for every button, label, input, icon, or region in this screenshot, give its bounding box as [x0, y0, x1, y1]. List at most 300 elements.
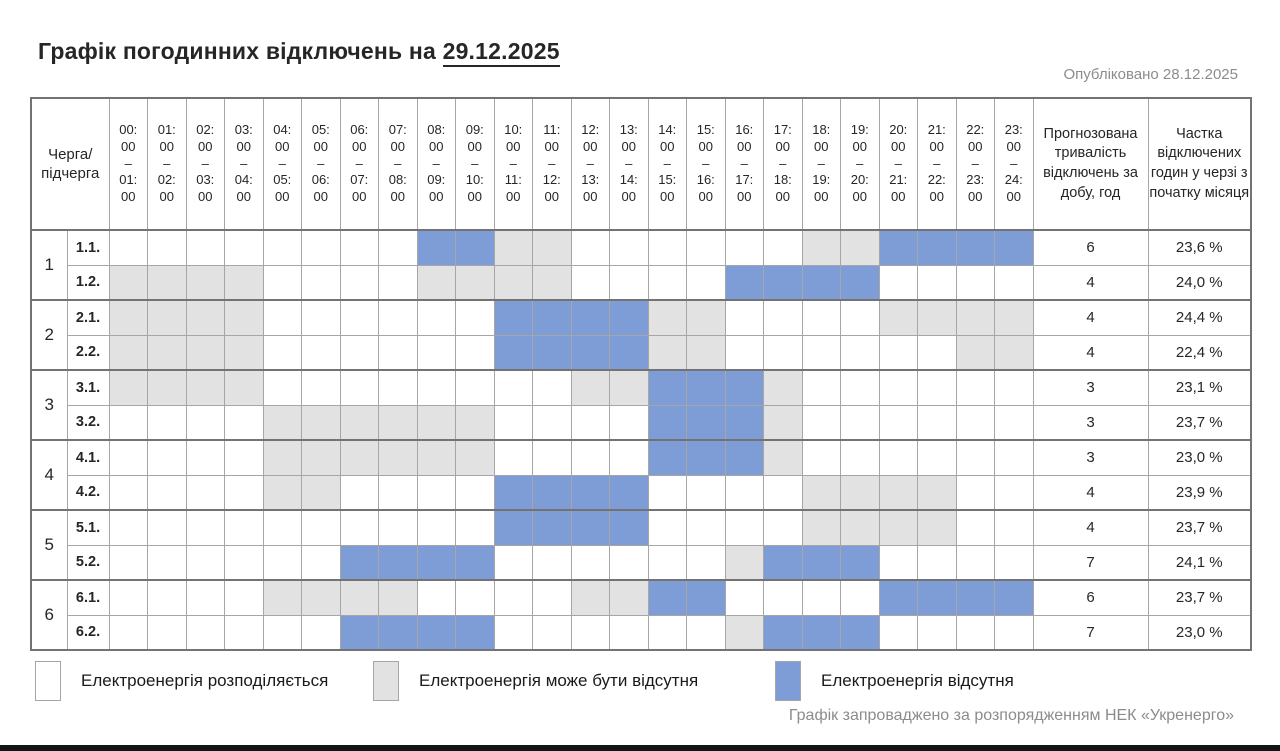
legend-item-distributed [35, 660, 328, 702]
hour-header-10:00: 10: 00 – 11: 00 [494, 98, 533, 230]
cell-1.2-h21 [918, 265, 957, 300]
cell-6.1-h00 [109, 580, 148, 615]
cell-3.1-h03 [225, 370, 264, 405]
schedule-row-6.1 [31, 580, 1251, 615]
schedule-row-5.2 [31, 545, 1251, 580]
cell-3.1-h02 [186, 370, 225, 405]
share-value-4.2: 23,9 % [1148, 475, 1251, 510]
cell-4.1-h19 [841, 440, 880, 475]
cell-3.2-h03 [225, 405, 264, 440]
cell-4.1-h18 [802, 440, 841, 475]
page-title [38, 38, 560, 65]
cell-6.2-h18 [802, 615, 841, 650]
cell-4.1-h14 [648, 440, 687, 475]
cell-4.2-h22 [956, 475, 995, 510]
cell-2.2-h05 [302, 335, 341, 370]
cell-2.2-h08 [417, 335, 456, 370]
hour-header-01:00: 01: 00 – 02: 00 [148, 98, 187, 230]
cell-6.2-h23 [995, 615, 1034, 650]
cell-3.1-h23 [995, 370, 1034, 405]
cell-5.1-h19 [841, 510, 880, 545]
cell-5.2-h12 [571, 545, 610, 580]
cell-6.1-h01 [148, 580, 187, 615]
cell-2.2-h04 [263, 335, 302, 370]
cell-1.2-h20 [879, 265, 918, 300]
duration-value-3.1: 3 [1033, 370, 1148, 405]
cell-1.1-h08 [417, 230, 456, 265]
cell-3.1-h20 [879, 370, 918, 405]
cell-5.1-h09 [456, 510, 495, 545]
cell-2.2-h01 [148, 335, 187, 370]
cell-3.2-h18 [802, 405, 841, 440]
cell-5.2-h09 [456, 545, 495, 580]
cell-6.2-h11 [533, 615, 572, 650]
cell-2.2-h22 [956, 335, 995, 370]
cell-2.1-h22 [956, 300, 995, 335]
cell-3.1-h00 [109, 370, 148, 405]
cell-6.2-h07 [379, 615, 418, 650]
hour-header-03:00: 03: 00 – 04: 00 [225, 98, 264, 230]
cell-1.2-h19 [841, 265, 880, 300]
hour-header-15:00: 15: 00 – 16: 00 [687, 98, 726, 230]
cell-2.1-h06 [340, 300, 379, 335]
hour-header-18:00: 18: 00 – 19: 00 [802, 98, 841, 230]
cell-5.2-h21 [918, 545, 957, 580]
cell-5.1-h16 [725, 510, 764, 545]
share-value-5.2: 24,1 % [1148, 545, 1251, 580]
cell-3.2-h16 [725, 405, 764, 440]
schedule-row-3.2 [31, 405, 1251, 440]
cell-2.1-h18 [802, 300, 841, 335]
legend-item-off [775, 660, 1014, 702]
subqueue-label-6.2: 6.2. [67, 615, 109, 650]
cell-2.2-h18 [802, 335, 841, 370]
duration-value-6.1: 6 [1033, 580, 1148, 615]
cell-2.2-h13 [610, 335, 649, 370]
cell-1.1-h23 [995, 230, 1034, 265]
cell-6.2-h10 [494, 615, 533, 650]
cell-5.2-h06 [340, 545, 379, 580]
cell-5.1-h05 [302, 510, 341, 545]
cell-3.1-h13 [610, 370, 649, 405]
cell-6.1-h13 [610, 580, 649, 615]
bottom-edge-bar [0, 745, 1280, 751]
cell-3.1-h19 [841, 370, 880, 405]
subqueue-label-2.2: 2.2. [67, 335, 109, 370]
cell-6.1-h23 [995, 580, 1034, 615]
cell-5.1-h14 [648, 510, 687, 545]
cell-2.2-h23 [995, 335, 1034, 370]
cell-1.2-h06 [340, 265, 379, 300]
cell-6.1-h12 [571, 580, 610, 615]
legend-label-maybe-off: Електроенергія може бути відсутня [419, 671, 699, 690]
cell-5.2-h01 [148, 545, 187, 580]
cell-5.1-h23 [995, 510, 1034, 545]
hour-header-14:00: 14: 00 – 15: 00 [648, 98, 687, 230]
cell-6.2-h00 [109, 615, 148, 650]
share-value-6.2: 23,0 % [1148, 615, 1251, 650]
cell-2.1-h01 [148, 300, 187, 335]
cell-3.2-h19 [841, 405, 880, 440]
cell-1.2-h11 [533, 265, 572, 300]
cell-1.2-h17 [764, 265, 803, 300]
cell-1.2-h09 [456, 265, 495, 300]
cell-3.1-h22 [956, 370, 995, 405]
cell-3.2-h06 [340, 405, 379, 440]
cell-5.1-h17 [764, 510, 803, 545]
cell-6.1-h14 [648, 580, 687, 615]
cell-4.1-h08 [417, 440, 456, 475]
cell-4.1-h09 [456, 440, 495, 475]
cell-1.1-h15 [687, 230, 726, 265]
cell-2.1-h09 [456, 300, 495, 335]
hour-header-23:00: 23: 00 – 24: 00 [995, 98, 1034, 230]
cell-1.2-h04 [263, 265, 302, 300]
cell-3.2-h08 [417, 405, 456, 440]
table-header-row [31, 98, 1251, 230]
cell-4.1-h23 [995, 440, 1034, 475]
subqueue-label-4.1: 4.1. [67, 440, 109, 475]
cell-6.2-h04 [263, 615, 302, 650]
cell-1.1-h04 [263, 230, 302, 265]
cell-5.2-h20 [879, 545, 918, 580]
cell-2.2-h10 [494, 335, 533, 370]
cell-5.1-h12 [571, 510, 610, 545]
hour-header-06:00: 06: 00 – 07: 00 [340, 98, 379, 230]
cell-5.2-h07 [379, 545, 418, 580]
cell-3.1-h18 [802, 370, 841, 405]
cell-2.1-h17 [764, 300, 803, 335]
cell-2.2-h16 [725, 335, 764, 370]
cell-4.1-h16 [725, 440, 764, 475]
hour-header-04:00: 04: 00 – 05: 00 [263, 98, 302, 230]
cell-4.1-h05 [302, 440, 341, 475]
cell-5.2-h17 [764, 545, 803, 580]
cell-6.2-h20 [879, 615, 918, 650]
schedule-row-4.2 [31, 475, 1251, 510]
cell-3.1-h10 [494, 370, 533, 405]
cell-2.2-h15 [687, 335, 726, 370]
cell-4.1-h13 [610, 440, 649, 475]
cell-1.2-h00 [109, 265, 148, 300]
cell-6.1-h11 [533, 580, 572, 615]
duration-value-4.1: 3 [1033, 440, 1148, 475]
cell-4.1-h06 [340, 440, 379, 475]
cell-2.1-h05 [302, 300, 341, 335]
cell-3.2-h13 [610, 405, 649, 440]
cell-2.2-h14 [648, 335, 687, 370]
cell-3.2-h10 [494, 405, 533, 440]
subqueue-label-1.2: 1.2. [67, 265, 109, 300]
cell-3.2-h01 [148, 405, 187, 440]
hour-header-11:00: 11: 00 – 12: 00 [533, 98, 572, 230]
cell-2.1-h16 [725, 300, 764, 335]
cell-5.1-h13 [610, 510, 649, 545]
queue-number-5: 5 [31, 510, 67, 580]
cell-2.1-h10 [494, 300, 533, 335]
cell-4.2-h18 [802, 475, 841, 510]
cell-1.2-h13 [610, 265, 649, 300]
cell-1.1-h11 [533, 230, 572, 265]
cell-5.1-h00 [109, 510, 148, 545]
cell-6.1-h22 [956, 580, 995, 615]
cell-1.1-h22 [956, 230, 995, 265]
cell-6.1-h03 [225, 580, 264, 615]
share-value-3.1: 23,1 % [1148, 370, 1251, 405]
hour-header-08:00: 08: 00 – 09: 00 [417, 98, 456, 230]
hour-header-07:00: 07: 00 – 08: 00 [379, 98, 418, 230]
cell-1.1-h00 [109, 230, 148, 265]
cell-6.1-h07 [379, 580, 418, 615]
share-value-3.2: 23,7 % [1148, 405, 1251, 440]
duration-value-2.2: 4 [1033, 335, 1148, 370]
cell-4.1-h12 [571, 440, 610, 475]
cell-6.2-h22 [956, 615, 995, 650]
cell-4.2-h15 [687, 475, 726, 510]
cell-2.1-h19 [841, 300, 880, 335]
schedule-row-1.1 [31, 230, 1251, 265]
cell-3.1-h07 [379, 370, 418, 405]
cell-2.2-h19 [841, 335, 880, 370]
hour-header-19:00: 19: 00 – 20: 00 [841, 98, 880, 230]
cell-3.1-h08 [417, 370, 456, 405]
duration-value-5.1: 4 [1033, 510, 1148, 545]
cell-2.1-h02 [186, 300, 225, 335]
cell-4.2-h08 [417, 475, 456, 510]
cell-3.2-h02 [186, 405, 225, 440]
cell-1.1-h12 [571, 230, 610, 265]
cell-5.1-h11 [533, 510, 572, 545]
share-value-2.1: 24,4 % [1148, 300, 1251, 335]
cell-4.2-h04 [263, 475, 302, 510]
hour-header-09:00: 09: 00 – 10: 00 [456, 98, 495, 230]
share-value-1.2: 24,0 % [1148, 265, 1251, 300]
cell-6.2-h21 [918, 615, 957, 650]
cell-1.2-h15 [687, 265, 726, 300]
cell-3.2-h07 [379, 405, 418, 440]
cell-4.1-h01 [148, 440, 187, 475]
cell-5.1-h01 [148, 510, 187, 545]
cell-3.2-h05 [302, 405, 341, 440]
duration-value-1.1: 6 [1033, 230, 1148, 265]
cell-5.2-h11 [533, 545, 572, 580]
cell-2.2-h20 [879, 335, 918, 370]
hour-header-17:00: 17: 00 – 18: 00 [764, 98, 803, 230]
cell-4.2-h20 [879, 475, 918, 510]
cell-1.2-h10 [494, 265, 533, 300]
cell-4.2-h00 [109, 475, 148, 510]
cell-2.2-h07 [379, 335, 418, 370]
cell-3.2-h20 [879, 405, 918, 440]
cell-5.1-h07 [379, 510, 418, 545]
duration-value-2.1: 4 [1033, 300, 1148, 335]
cell-5.1-h10 [494, 510, 533, 545]
cell-2.2-h17 [764, 335, 803, 370]
duration-value-4.2: 4 [1033, 475, 1148, 510]
cell-3.2-h15 [687, 405, 726, 440]
cell-6.2-h15 [687, 615, 726, 650]
cell-6.1-h09 [456, 580, 495, 615]
cell-6.2-h13 [610, 615, 649, 650]
subqueue-label-1.1: 1.1. [67, 230, 109, 265]
footer-note: Графік запроваджено за розпорядженням НЕК «Укренерго» [788, 707, 1234, 724]
cell-6.2-h08 [417, 615, 456, 650]
cell-1.1-h02 [186, 230, 225, 265]
cell-2.1-h07 [379, 300, 418, 335]
cell-5.2-h00 [109, 545, 148, 580]
cell-3.2-h12 [571, 405, 610, 440]
page-title-text: Графік погодинних відключень на [38, 38, 443, 64]
cell-6.2-h09 [456, 615, 495, 650]
outage-schedule-table [30, 97, 1252, 651]
cell-5.1-h15 [687, 510, 726, 545]
cell-2.1-h15 [687, 300, 726, 335]
cell-3.2-h09 [456, 405, 495, 440]
cell-6.1-h15 [687, 580, 726, 615]
cell-5.1-h03 [225, 510, 264, 545]
cell-1.1-h20 [879, 230, 918, 265]
cell-4.2-h21 [918, 475, 957, 510]
cell-5.1-h02 [186, 510, 225, 545]
cell-4.2-h06 [340, 475, 379, 510]
duration-value-5.2: 7 [1033, 545, 1148, 580]
cell-3.1-h16 [725, 370, 764, 405]
schedule-row-1.2 [31, 265, 1251, 300]
cell-5.2-h22 [956, 545, 995, 580]
cell-4.2-h19 [841, 475, 880, 510]
cell-2.1-h08 [417, 300, 456, 335]
cell-4.2-h03 [225, 475, 264, 510]
hour-header-12:00: 12: 00 – 13: 00 [571, 98, 610, 230]
cell-2.1-h23 [995, 300, 1034, 335]
cell-4.1-h07 [379, 440, 418, 475]
cell-6.1-h21 [918, 580, 957, 615]
cell-4.2-h07 [379, 475, 418, 510]
cell-6.1-h08 [417, 580, 456, 615]
legend-label-off: Електроенергія відсутня [821, 671, 1014, 690]
cell-5.1-h21 [918, 510, 957, 545]
cell-3.1-h21 [918, 370, 957, 405]
cell-1.1-h17 [764, 230, 803, 265]
legend-swatch-blue [775, 661, 801, 701]
cell-3.1-h05 [302, 370, 341, 405]
cell-3.1-h15 [687, 370, 726, 405]
share-value-1.1: 23,6 % [1148, 230, 1251, 265]
cell-3.1-h09 [456, 370, 495, 405]
cell-1.1-h03 [225, 230, 264, 265]
cell-6.2-h14 [648, 615, 687, 650]
cell-3.1-h06 [340, 370, 379, 405]
subqueue-label-4.2: 4.2. [67, 475, 109, 510]
cell-2.2-h11 [533, 335, 572, 370]
corner-header: Черга/ підчерга [31, 98, 109, 230]
cell-2.1-h13 [610, 300, 649, 335]
cell-4.2-h10 [494, 475, 533, 510]
cell-4.1-h00 [109, 440, 148, 475]
cell-4.2-h12 [571, 475, 610, 510]
cell-3.1-h11 [533, 370, 572, 405]
cell-3.2-h23 [995, 405, 1034, 440]
cell-1.2-h02 [186, 265, 225, 300]
schedule-row-2.1 [31, 300, 1251, 335]
subqueue-label-3.2: 3.2. [67, 405, 109, 440]
duration-value-6.2: 7 [1033, 615, 1148, 650]
cell-6.2-h01 [148, 615, 187, 650]
queue-number-2: 2 [31, 300, 67, 370]
share-value-6.1: 23,7 % [1148, 580, 1251, 615]
cell-6.2-h02 [186, 615, 225, 650]
cell-5.2-h19 [841, 545, 880, 580]
schedule-row-6.2 [31, 615, 1251, 650]
cell-3.1-h14 [648, 370, 687, 405]
cell-1.2-h23 [995, 265, 1034, 300]
cell-4.2-h23 [995, 475, 1034, 510]
cell-2.2-h06 [340, 335, 379, 370]
cell-3.2-h17 [764, 405, 803, 440]
legend-swatch-white [35, 661, 61, 701]
cell-3.1-h04 [263, 370, 302, 405]
cell-1.2-h16 [725, 265, 764, 300]
cell-6.1-h02 [186, 580, 225, 615]
cell-2.1-h11 [533, 300, 572, 335]
legend-label-distributed: Електроенергія розподіляється [81, 671, 329, 690]
cell-2.1-h20 [879, 300, 918, 335]
cell-2.1-h21 [918, 300, 957, 335]
cell-5.1-h06 [340, 510, 379, 545]
subqueue-label-6.1: 6.1. [67, 580, 109, 615]
cell-6.1-h05 [302, 580, 341, 615]
cell-3.1-h01 [148, 370, 187, 405]
cell-1.1-h14 [648, 230, 687, 265]
cell-6.2-h12 [571, 615, 610, 650]
hour-header-22:00: 22: 00 – 23: 00 [956, 98, 995, 230]
hour-header-16:00: 16: 00 – 17: 00 [725, 98, 764, 230]
cell-5.2-h08 [417, 545, 456, 580]
cell-1.1-h21 [918, 230, 957, 265]
cell-5.1-h04 [263, 510, 302, 545]
cell-6.1-h20 [879, 580, 918, 615]
duration-column-header: Прогнозована тривалість відключень за добу, год [1033, 98, 1148, 230]
cell-5.2-h03 [225, 545, 264, 580]
cell-2.1-h00 [109, 300, 148, 335]
cell-2.1-h03 [225, 300, 264, 335]
cell-1.2-h07 [379, 265, 418, 300]
cell-6.2-h17 [764, 615, 803, 650]
cell-4.1-h04 [263, 440, 302, 475]
subqueue-label-3.1: 3.1. [67, 370, 109, 405]
cell-4.1-h17 [764, 440, 803, 475]
cell-3.1-h17 [764, 370, 803, 405]
cell-4.1-h20 [879, 440, 918, 475]
cell-3.2-h22 [956, 405, 995, 440]
cell-4.2-h16 [725, 475, 764, 510]
cell-1.1-h16 [725, 230, 764, 265]
cell-1.1-h13 [610, 230, 649, 265]
schedule-row-5.1 [31, 510, 1251, 545]
cell-4.2-h02 [186, 475, 225, 510]
cell-2.2-h02 [186, 335, 225, 370]
hour-header-21:00: 21: 00 – 22: 00 [918, 98, 957, 230]
cell-4.1-h11 [533, 440, 572, 475]
cell-6.1-h04 [263, 580, 302, 615]
cell-1.1-h05 [302, 230, 341, 265]
cell-6.2-h16 [725, 615, 764, 650]
cell-4.2-h11 [533, 475, 572, 510]
cell-1.1-h18 [802, 230, 841, 265]
cell-4.2-h05 [302, 475, 341, 510]
share-value-4.1: 23,0 % [1148, 440, 1251, 475]
schedule-row-4.1 [31, 440, 1251, 475]
